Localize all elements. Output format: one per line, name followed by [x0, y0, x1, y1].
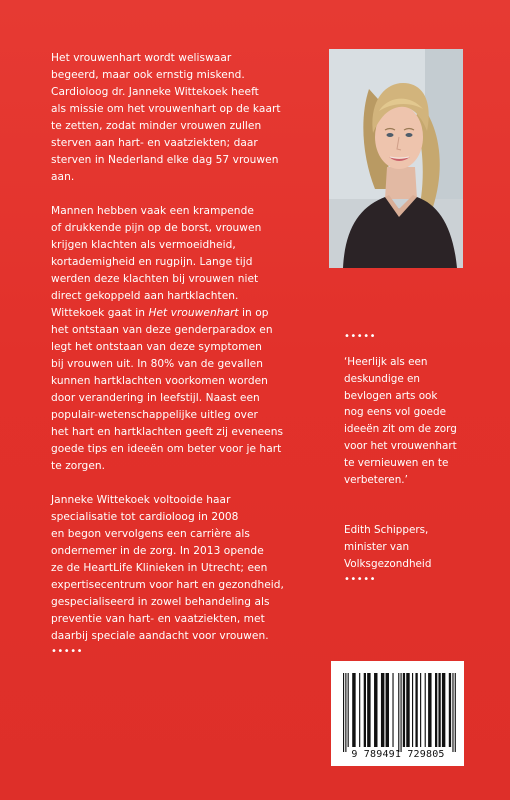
barcode-bar — [348, 673, 349, 747]
barcode-bar — [352, 673, 355, 747]
barcode-bar — [425, 673, 426, 747]
barcode-bar — [381, 673, 384, 747]
quote-attribution: Edith Schippers, minister van Volksgezondheid — [344, 524, 432, 570]
blurb-paragraph-symptoms — [51, 203, 316, 475]
barcode-bar — [455, 673, 456, 752]
barcode-bar — [449, 673, 451, 747]
barcode-bar — [428, 673, 431, 747]
author-photo — [329, 49, 463, 268]
barcode-bar — [412, 673, 413, 747]
barcode-bar — [452, 673, 453, 752]
barcode-bar — [420, 673, 421, 747]
author-bio: Janneke Wittekoek voltooide haar specialisatie tot cardioloog in 2008 en begon vervolgens een carrière als ondernemer in de zorg. In 2013 opende ze de HeartLife Klinieken in Utrecht; een expertisecentrum voor hart en gezondheid, gespecialiseerd in zowel behandeling als preventie van hart- en vaatziekten, met daarbij speciale aandacht voor vrouwen. — [51, 494, 284, 642]
blurb-paragraph-intro: Het vrouwenhart wordt weliswaar begeerd, maar ook ernstig miskend. Cardioloog dr. Janneke Wittekoek heeft als missie om het vrouwenhart op de kaart te zetten, zodat minder vrouwen zullen sterven aan hart- en vaatziekten; daar sterven in Nederland elke dag 57 vrouwen aan. — [51, 52, 281, 183]
barcode-bar — [406, 673, 409, 747]
blurb-text: Mannen hebben vaak een krampende of drukkende pijn op de borst, vrouwen krijgen klachten als vermoeidheid, kortademigheid en rugpijn. Lange tijd werden deze klachten bij vrouwen niet direct gekoppeld aan hartklachten. Wittekoek gaat in — [51, 205, 262, 319]
barcode-bar — [359, 673, 360, 747]
book-title: Het vrouwenhart — [148, 307, 239, 319]
isbn-number: 9 789491 729805 — [351, 749, 445, 760]
barcode-bar — [403, 673, 405, 747]
quote-column — [344, 330, 474, 587]
barcode-bar — [345, 673, 346, 752]
dot-separator: ••••• — [51, 646, 83, 657]
blurb-column — [51, 50, 316, 659]
barcode-bar — [442, 673, 445, 747]
dot-separator-top: ••••• — [344, 331, 376, 342]
barcode-bar — [343, 673, 344, 752]
isbn-barcode — [331, 661, 464, 766]
barcode-bar — [364, 673, 366, 747]
barcode-bar — [386, 673, 389, 747]
barcode-bar — [398, 673, 399, 752]
blurb-text: in op het ontstaan van deze genderparadox en legt het ontstaan van deze symptomen bij vrouwen uit. In 80% van de gevallen kunnen hartklachten voorkomen worden door verandering in leefstijl. Naast een populair-wetenschappelijke uitleg over het hart en hartklachten geeft zij eveneens goede tips en ideeën om beter voor je hart te zorgen. — [51, 307, 284, 472]
barcode-bar — [435, 673, 437, 747]
barcode-bar — [374, 673, 377, 747]
dot-separator-bottom: ••••• — [344, 573, 376, 585]
barcode-bar — [367, 673, 370, 747]
barcode-bar — [392, 673, 393, 747]
barcode-bar — [438, 673, 440, 747]
barcode-bar — [401, 673, 402, 752]
endorsement-quote: ‘Heerlijk als een deskundige en bevlogen arts ook nog eens vol goede ideeën zit om de zorg voor het vrouwenhart te vernieuwen en te verbeteren.’ — [344, 356, 457, 486]
barcode-bar — [415, 673, 417, 747]
